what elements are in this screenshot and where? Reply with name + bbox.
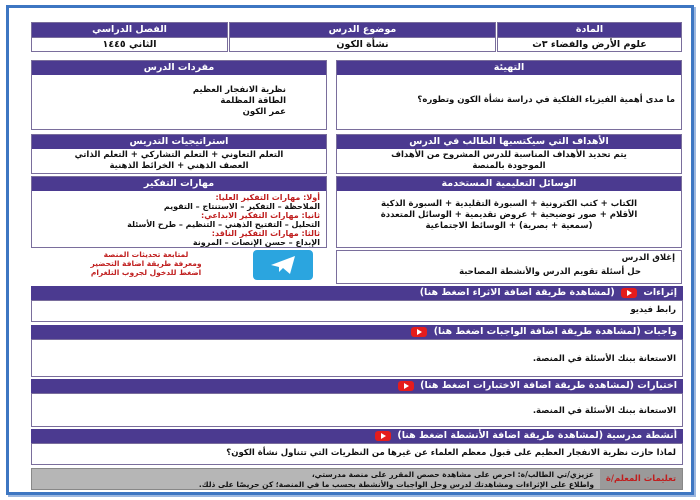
vocab-item: الطاقة المظلمة <box>220 96 286 106</box>
goals-title: الأهداف التي سيكتسبها الطالب في الدرس <box>337 135 681 149</box>
thinking-heading: ثانيا: مهارات التفكير الابداعي: <box>201 211 320 220</box>
vocab-item: عمر الكون <box>242 107 286 117</box>
intro-box <box>336 60 682 130</box>
resources-text <box>337 191 681 235</box>
teacher-text <box>36 470 594 489</box>
closing-box <box>336 250 682 284</box>
homework-header <box>31 325 683 339</box>
activities-header <box>31 429 683 443</box>
telegram-icon[interactable] <box>253 250 313 280</box>
resources-line: الأقلام + صور توضيحية + عروض تقديمية + الوسائل المتعددة <box>380 210 638 220</box>
teacher-line: عزيزي/تي الطالب/ة: احرص على مشاهدة حصص المقرر على منصة مدرستي، <box>311 470 594 479</box>
resources-line: (سمعية + بصرية) + الوسائط الاجتماعية <box>425 221 593 231</box>
thinking-title: مهارات التفكير <box>32 177 326 191</box>
resources-line: الكتاب + كتب الكترونية + السبورة التقليدية + السبورة الذكية <box>381 199 637 209</box>
homework-title: واجبات <box>644 326 677 337</box>
vocab-list <box>32 75 326 121</box>
thinking-line: الإبداع – حسن الإنصات – المرونة <box>192 238 320 247</box>
telegram-line: اضغط للدخول لجروب التلغرام <box>90 268 202 277</box>
subject-label: المادة <box>498 23 681 37</box>
thinking-list <box>32 191 326 249</box>
thinking-heading: أولا: مهارات التفكير العليا: <box>215 193 320 202</box>
thinking-line: الملاحظة – التفكير – الاستنتاج – التقويم <box>163 202 320 211</box>
tests-body <box>31 393 683 427</box>
homework-link[interactable]: (لمشاهدة طريقة اضافة الواجبات اضغط هنا) <box>433 326 641 337</box>
intro-text: ما مدى أهمية الفيزياء الفلكية في دراسة نشأة الكون وتطوره؟ <box>417 95 675 105</box>
activities-title: أنشطة مدرسية <box>606 430 677 441</box>
strategies-line: التعلم التعاوني + التعلم التشاركي + التعلم الذاتي <box>74 150 284 160</box>
term-value: الثاني ١٤٤٥ <box>32 37 227 51</box>
vocab-title: مفردات الدرس <box>32 61 326 75</box>
lesson-plan <box>6 5 694 495</box>
activities-link[interactable]: (لمشاهدة طريقة اضافة الأنشطة اضغط هنا) <box>397 430 604 441</box>
topic-value: نشأة الكون <box>230 37 495 51</box>
closing-title: إغلاق الدرس <box>337 251 681 265</box>
strategies-box <box>31 134 327 174</box>
youtube-icon[interactable] <box>398 381 414 391</box>
teacher-title: تعليمات المعلم/ة <box>600 469 682 489</box>
strategies-title: استراتيجيات التدريس <box>32 135 326 149</box>
thinking-box <box>31 176 327 248</box>
resources-box <box>336 176 682 248</box>
strategies-line: العصف الذهني + الخرائط الذهنية <box>109 161 249 171</box>
telegram-text <box>51 250 241 277</box>
enrichment-title: إثراءات <box>643 287 677 298</box>
enrichment-header <box>31 286 683 300</box>
topic-label: موضوع الدرس <box>230 23 495 37</box>
goals-text: يتم تحديد الأهداف المناسبة للدرس المشروح من الأهداف الموجودة بالمنصة <box>391 150 627 171</box>
tests-text: الاستعانة ببنك الأسئلة في المنصة. <box>532 406 676 416</box>
subject-cell <box>497 22 682 52</box>
activities-body <box>31 443 683 465</box>
intro-title: التهيئة <box>337 61 681 75</box>
enrichment-link[interactable]: (لمشاهدة طريقة اضافة الاثراء اضغط هنا) <box>419 287 615 298</box>
telegram-line: لمتابعة تحديثات المنصة <box>103 250 189 259</box>
youtube-icon[interactable] <box>375 431 391 441</box>
youtube-icon[interactable] <box>621 288 637 298</box>
closing-text: حل أسئلة تقويم الدرس والأنشطة المصاحبة <box>459 267 641 277</box>
tests-header <box>31 379 683 393</box>
enrichment-body <box>31 300 683 322</box>
homework-text: الاستعانة ببنك الأسئلة في المنصة. <box>532 354 676 364</box>
vocab-item: نظرية الانفجار العظيم <box>192 85 286 95</box>
thinking-line: التحليل – التفتيح الذهني – التنظيم – طرح الأسئلة <box>127 220 320 229</box>
teacher-notes <box>31 468 683 490</box>
telegram-promo[interactable] <box>31 250 327 284</box>
subject-value: علوم الأرض والفضاء ٣ث <box>498 37 681 51</box>
tests-link[interactable]: (لمشاهدة طريقة اضافة الاختبارات اضغط هنا) <box>420 380 634 391</box>
topic-cell <box>229 22 496 52</box>
activities-text: لماذا حازت نظرية الانفجار العظيم على قبول معظم العلماء عن غيرها من النظريات التي تتناول نشأة الكون؟ <box>226 448 676 458</box>
strategies-text <box>32 149 326 175</box>
tests-title: اختبارات <box>637 380 677 391</box>
teacher-line: واطلاع على الإثراءات ومشاهدتك لدرس وحل الواجبات والأنشطة بحسب ما في المنصة؛ كن حريصًا على ذلك. <box>198 479 594 489</box>
term-cell <box>31 22 228 52</box>
enrichment-text: رابط فيديو <box>630 305 676 315</box>
youtube-icon[interactable] <box>411 327 427 337</box>
goals-box <box>336 134 682 174</box>
telegram-line: ومعرفة طريقة اضافة التحضير <box>90 259 202 268</box>
term-label: الفصل الدراسي <box>32 23 227 37</box>
resources-title: الوسائل التعليمية المستخدمة <box>337 177 681 191</box>
vocab-box <box>31 60 327 130</box>
homework-body <box>31 339 683 377</box>
thinking-heading: ثالثا: مهارات التفكير الناقد: <box>211 229 320 238</box>
